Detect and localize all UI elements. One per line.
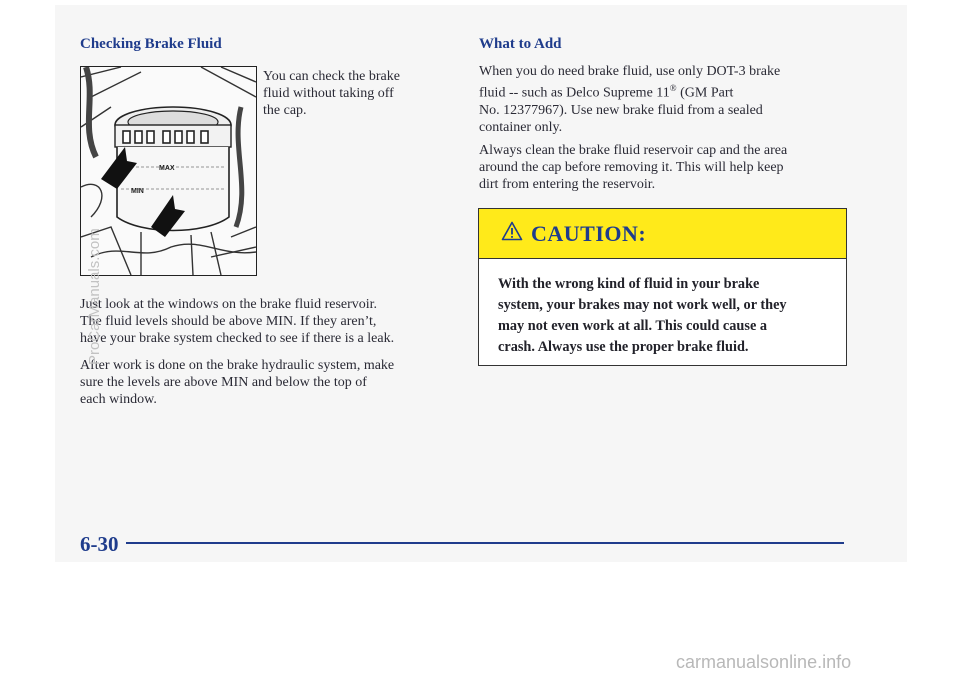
section-heading-checking-brake-fluid: Checking Brake Fluid <box>80 36 222 52</box>
caution-text: With the wrong kind of fluid in your brake system, your brakes may not work well, or they may not even work at all. This could cause a crash. Always use the proper brake fluid. <box>498 276 787 355</box>
page-number: 6-30 <box>80 532 119 556</box>
side-watermark: ProCarManuals.com <box>86 228 103 365</box>
caution-box <box>478 208 847 366</box>
brake-reservoir-drawing <box>81 67 256 275</box>
right-paragraph-1: When you do need brake fluid, use only DOT-3 brake fluid -- such as Delco Supreme 11® (GM Part No. 12377967). Use new brake fluid from a sealed container only. <box>479 64 781 135</box>
left-paragraph-1: Just look at the windows on the brake fluid reservoir. The fluid levels should be above MIN. If they aren’t, have your brake system checked to see if there is a leak. <box>80 297 395 346</box>
caution-header <box>479 209 846 259</box>
min-label: MIN <box>131 188 144 195</box>
footer-rule <box>126 542 844 544</box>
warning-triangle-icon <box>501 221 523 241</box>
left-paragraph-2: After work is done on the brake hydraulic system, make sure the levels are above MIN and below the top of each window. <box>80 358 395 407</box>
brake-reservoir-illustration <box>80 66 257 276</box>
max-label: MAX <box>159 165 175 172</box>
section-heading-what-to-add: What to Add <box>479 36 562 52</box>
right-paragraph-2: Always clean the brake fluid reservoir cap and the area around the cap before removing it. This will help keep dirt from entering the reservoir. <box>479 143 788 192</box>
bottom-watermark: carmanualsonline.info <box>676 652 852 672</box>
caution-title: CAUTION: <box>531 221 647 246</box>
image-caption: You can check the brake fluid without taking off the cap. <box>263 69 400 118</box>
